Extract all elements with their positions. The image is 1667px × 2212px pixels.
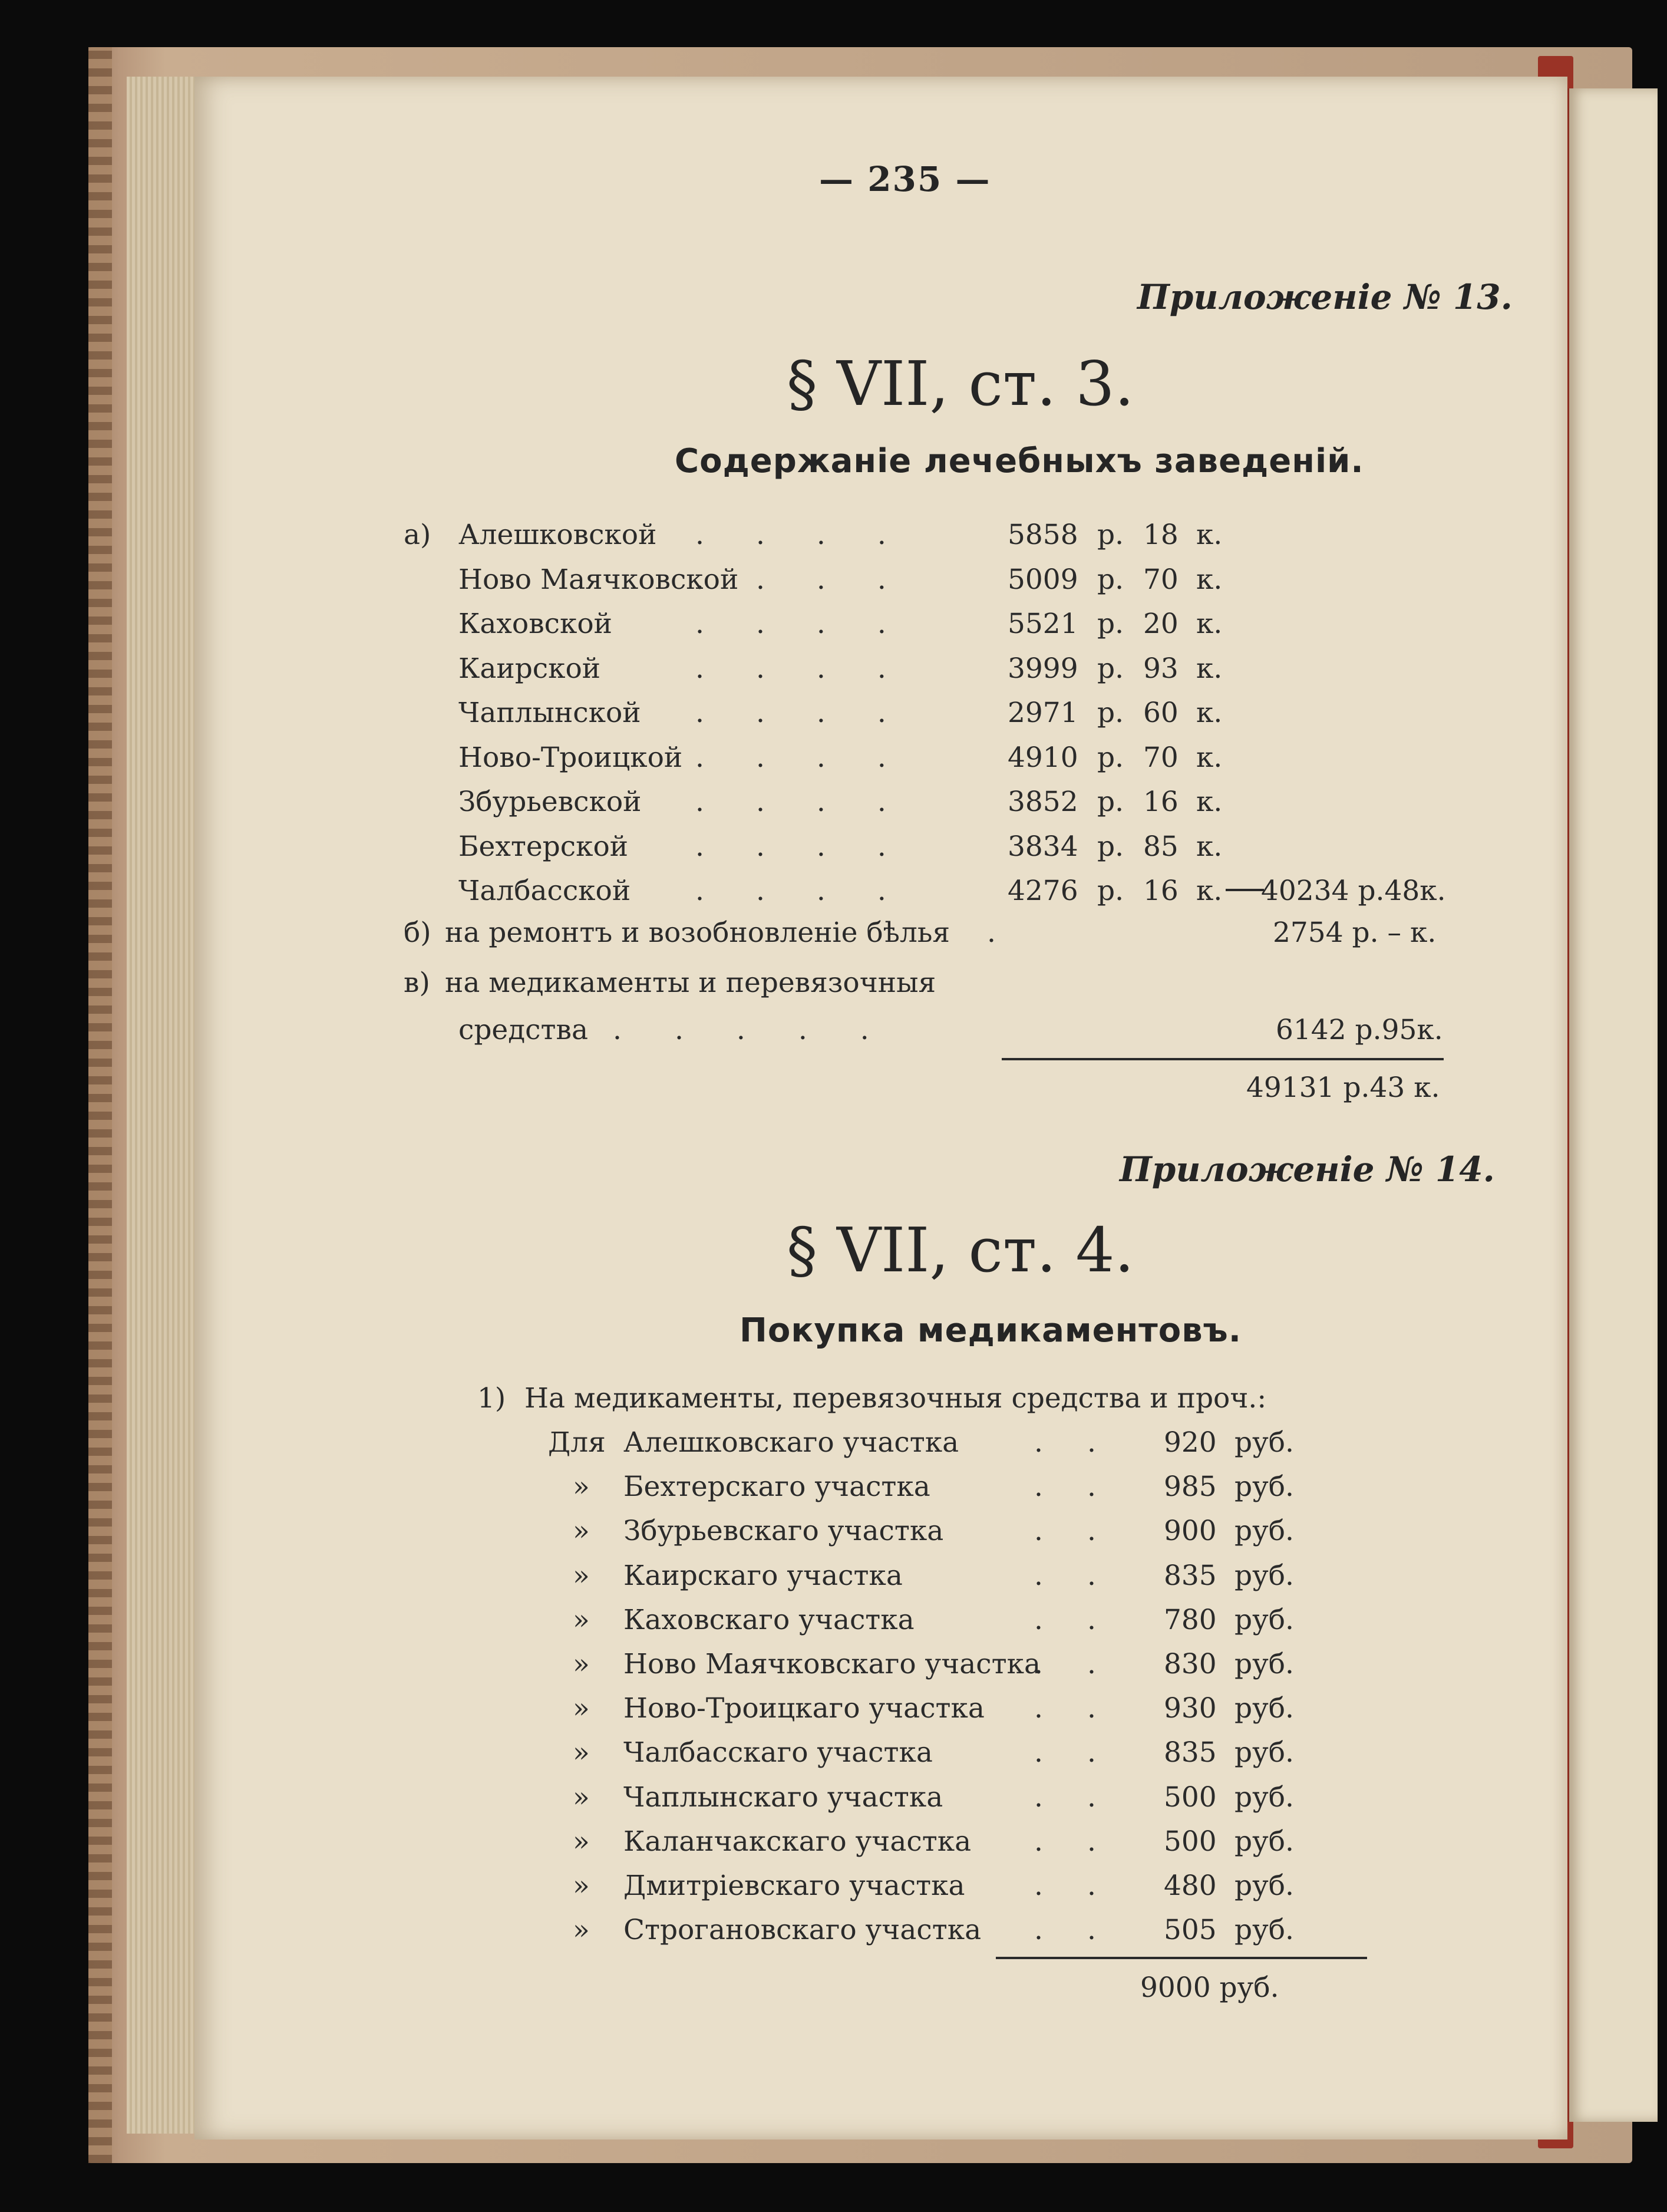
district-amount: 505 [1164, 1914, 1217, 1947]
leader-dots: .... [695, 786, 938, 818]
clinic-rubles: 5521 [1008, 608, 1078, 640]
ruble-unit: р. [1097, 830, 1124, 863]
clinic-rubles: 4910 [1008, 741, 1078, 774]
clinic-rubles: 3999 [1008, 652, 1078, 685]
district-amount: 930 [1164, 1692, 1217, 1725]
clinic-kopecks: 20 [1143, 608, 1179, 640]
ruble-unit: руб. [1234, 1825, 1294, 1858]
clinic-name: Алешковской [458, 519, 657, 551]
ditto-mark: » [573, 1471, 590, 1504]
clinic-name: Ново Маячковской [458, 563, 739, 596]
ruble-unit: руб. [1234, 1471, 1294, 1504]
clinic-name: Каирской [458, 652, 601, 685]
ditto-mark: » [573, 1781, 590, 1814]
leader-dots: .. [1034, 1559, 1140, 1592]
item-b-label: б) [404, 917, 431, 949]
kopeck-unit: к. [1196, 563, 1223, 596]
section-vii-4-title: § VII, ст. 4. [787, 1214, 1134, 1286]
ruble-unit: р. [1097, 519, 1124, 551]
ruble-unit: руб. [1234, 1426, 1294, 1459]
item-v-text-1: на медикаменты и перевязочныя [445, 967, 936, 999]
ditto-mark: » [573, 1736, 590, 1769]
district-name: Каховскаго участка [623, 1603, 915, 1636]
district-row [0, 1736, 1667, 1778]
district-row [0, 1914, 1667, 1955]
leader-dots: .. [1034, 1603, 1140, 1636]
item-v-row-2 [0, 1014, 1667, 1055]
district-row [0, 1471, 1667, 1512]
clinic-kopecks: 16 [1143, 875, 1179, 907]
kopeck-unit: к. [1196, 875, 1223, 907]
leader-dots: .. [1034, 1426, 1140, 1459]
district-amount: 780 [1164, 1603, 1217, 1636]
clinic-name: Чалбасской [458, 875, 631, 907]
kopeck-unit: к. [1196, 652, 1223, 685]
ruble-unit: руб. [1234, 1736, 1294, 1769]
ditto-mark: » [573, 1914, 590, 1947]
leader-dots: .. [1034, 1648, 1140, 1680]
clinic-name: Збурьевской [458, 786, 642, 818]
item-b-text: на ремонтъ и возобновленіе бѣлья [445, 917, 950, 949]
leader-dots: .... [695, 741, 938, 774]
clinic-rubles: 5858 [1008, 519, 1078, 551]
clinic-rubles: 2971 [1008, 697, 1078, 729]
district-name: Чаплынскаго участка [623, 1781, 943, 1814]
item-v-dots: ..... [613, 1014, 922, 1046]
item-1-text: На медикаменты, перевязочныя средства и проч.: [524, 1382, 1267, 1415]
clinic-row [0, 875, 1667, 916]
item-1-label: 1) [477, 1382, 506, 1415]
leader-dots: .. [1034, 1781, 1140, 1814]
district-row [0, 1692, 1667, 1733]
clinic-row [0, 608, 1667, 649]
clinic-name: Бехтерской [458, 830, 629, 863]
clinic-rubles: 3852 [1008, 786, 1078, 818]
appendix-13-heading: Содержаніе лечебныхъ заведеній. [675, 442, 1364, 480]
section-vii-3-title: § VII, ст. 3. [787, 348, 1134, 420]
ruble-unit: руб. [1234, 1559, 1294, 1592]
ruble-unit: р. [1097, 563, 1124, 596]
district-row [0, 1870, 1667, 1911]
leader-dots: .. [1034, 1471, 1140, 1504]
clinic-rubles: 4276 [1008, 875, 1078, 907]
ruble-unit: р. [1097, 875, 1124, 907]
district-row [0, 1515, 1667, 1556]
kopeck-unit: к. [1196, 697, 1223, 729]
district-name: Ново Маячковскаго участка [623, 1648, 1041, 1680]
ditto-mark: » [573, 1692, 590, 1725]
district-amount: 500 [1164, 1781, 1217, 1814]
district-amount: 900 [1164, 1515, 1217, 1548]
ruble-unit: руб. [1234, 1515, 1294, 1548]
ruble-unit: руб. [1234, 1914, 1294, 1947]
item-v-amount: 6142 р.95к. [1276, 1014, 1443, 1046]
clinic-kopecks: 93 [1143, 652, 1179, 685]
leader-dots: .. [1034, 1515, 1140, 1548]
ruble-unit: р. [1097, 741, 1124, 774]
clinic-row [0, 786, 1667, 827]
item-1-row [0, 1382, 1667, 1423]
district-row [0, 1426, 1667, 1468]
page-number: — 235 — [819, 159, 991, 199]
district-name: Ново-Троицкаго участка [623, 1692, 985, 1725]
appendix-13-total-row [0, 1072, 1667, 1113]
leader-dots: .... [695, 652, 938, 685]
ditto-mark: » [573, 1559, 590, 1592]
district-name: Дмитріевскаго участка [623, 1870, 965, 1902]
clinic-row [0, 563, 1667, 605]
ditto-mark: » [573, 1648, 590, 1680]
ditto-mark: » [573, 1870, 590, 1902]
leader-dots: .. [1034, 1736, 1140, 1769]
district-row [0, 1604, 1667, 1645]
item-b-row [0, 917, 1667, 958]
ruble-unit: р. [1097, 786, 1124, 818]
ditto-mark: » [573, 1515, 590, 1548]
item-v-row-1 [0, 967, 1667, 1008]
leader-dots: .... [695, 608, 938, 640]
item-b-dot: . [987, 917, 996, 949]
clinic-kopecks: 16 [1143, 786, 1179, 818]
district-amount: 830 [1164, 1648, 1217, 1680]
leader-dots: .... [695, 875, 938, 907]
kopeck-unit: к. [1196, 519, 1223, 551]
appendix-13-title: Приложеніе № 13. [1137, 277, 1513, 317]
district-amount: 920 [1164, 1426, 1217, 1459]
district-amount: 985 [1164, 1471, 1217, 1504]
district-row [0, 1825, 1667, 1867]
district-amount: 835 [1164, 1559, 1217, 1592]
item-b-amount: 2754 р. – к. [1273, 917, 1437, 949]
leader-dots: .... [695, 563, 938, 596]
district-name: Строгановскаго участка [623, 1914, 982, 1947]
district-name: Алешковскаго участка [623, 1426, 959, 1459]
clinic-row [0, 519, 1667, 560]
ruble-unit: руб. [1234, 1692, 1294, 1725]
ruble-unit: руб. [1234, 1870, 1294, 1902]
appendix-14-total: 9000 руб. [1140, 1972, 1279, 2004]
kopeck-unit: к. [1196, 741, 1223, 774]
clinic-kopecks: 60 [1143, 697, 1179, 729]
district-name: Каирскаго участка [623, 1559, 903, 1592]
subtotal-dash [1226, 889, 1264, 891]
ruble-unit: руб. [1234, 1603, 1294, 1636]
clinic-rubles: 3834 [1008, 830, 1078, 863]
item-v-label: в) [404, 967, 430, 999]
ruble-unit: руб. [1234, 1648, 1294, 1680]
appendix-14-title: Приложеніе № 14. [1120, 1149, 1495, 1189]
item-a-label: а) [404, 519, 431, 551]
leader-dots: .. [1034, 1870, 1140, 1902]
clinic-kopecks: 18 [1143, 519, 1179, 551]
clinic-kopecks: 70 [1143, 563, 1179, 596]
clinic-name: Каховской [458, 608, 612, 640]
appendix-14-total-row [0, 1972, 1667, 2013]
ruble-unit: р. [1097, 652, 1124, 685]
leader-dots: .... [695, 697, 938, 729]
appendix-14-total-rule [996, 1957, 1367, 1959]
clinic-name: Чаплынской [458, 697, 641, 729]
clinic-kopecks: 85 [1143, 830, 1179, 863]
leader-dots: .... [695, 519, 938, 551]
ruble-unit: руб. [1234, 1781, 1294, 1814]
leader-dots: .... [695, 830, 938, 863]
clinic-row [0, 741, 1667, 783]
district-amount: 480 [1164, 1870, 1217, 1902]
district-row [0, 1560, 1667, 1601]
clinic-row [0, 697, 1667, 738]
ditto-mark: » [573, 1825, 590, 1858]
district-amount: 500 [1164, 1825, 1217, 1858]
ruble-unit: р. [1097, 608, 1124, 640]
leader-dots: .. [1034, 1692, 1140, 1725]
district-name: Збурьевскаго участка [623, 1515, 944, 1548]
district-name: Бехтерскаго участка [623, 1471, 930, 1504]
kopeck-unit: к. [1196, 786, 1223, 818]
leader-dots: .. [1034, 1825, 1140, 1858]
clinic-name: Ново-Троицкой [458, 741, 683, 774]
clinic-kopecks: 70 [1143, 741, 1179, 774]
kopeck-unit: к. [1196, 830, 1223, 863]
appendix-13-total-rule [1002, 1058, 1444, 1060]
leader-dots: .. [1034, 1914, 1140, 1947]
district-name: Каланчакскаго участка [623, 1825, 972, 1858]
ditto-mark: » [573, 1603, 590, 1636]
subtotal-a: 40234 р.48к. [1261, 875, 1446, 907]
district-prefix: Для [548, 1426, 606, 1459]
clinic-row [0, 652, 1667, 694]
district-row [0, 1648, 1667, 1689]
appendix-13-total: 49131 р.43 к. [1246, 1072, 1440, 1104]
item-v-text-2: средства [458, 1014, 588, 1046]
kopeck-unit: к. [1196, 608, 1223, 640]
district-row [0, 1781, 1667, 1822]
district-name: Чалбасскаго участка [623, 1736, 933, 1769]
district-amount: 835 [1164, 1736, 1217, 1769]
appendix-14-heading: Покупка медикаментовъ. [740, 1311, 1242, 1350]
clinic-row [0, 830, 1667, 872]
ruble-unit: р. [1097, 697, 1124, 729]
clinic-rubles: 5009 [1008, 563, 1078, 596]
